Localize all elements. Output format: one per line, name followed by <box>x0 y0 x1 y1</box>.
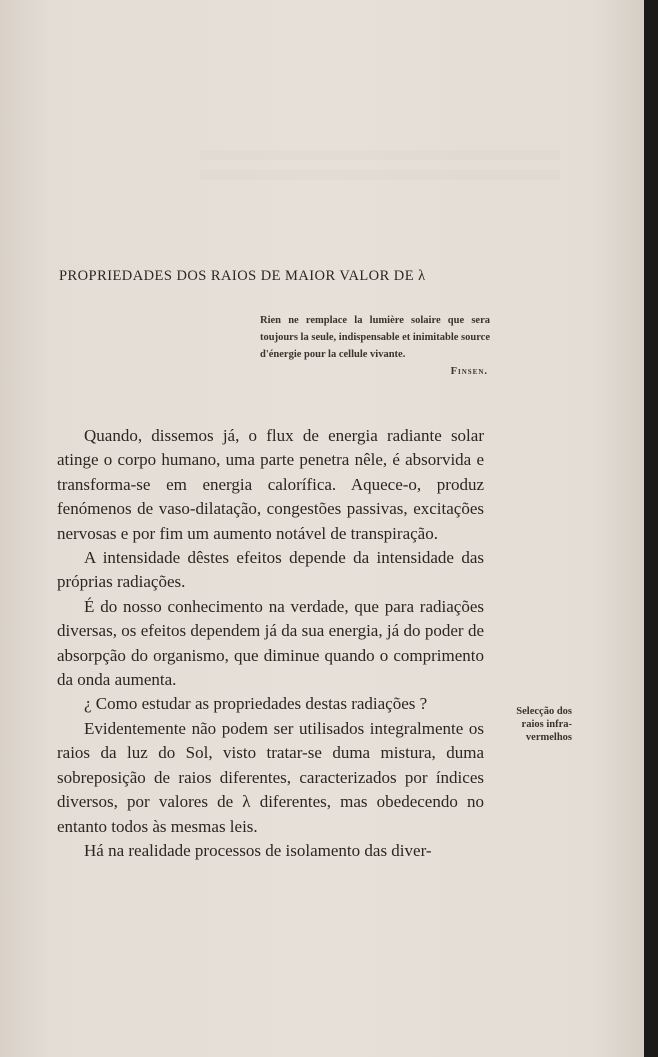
margin-note-line: vermelhos <box>525 732 572 743</box>
epigraph <box>260 312 490 380</box>
paragraph: A intensidade dêstes efeitos depende da intensidade das próprias radiações. <box>57 548 484 592</box>
epigraph-quote: Rien ne remplace la lumière solaire que sera toujours la seule, indispensable et inimitable source d'énergie pour la cellule vivante. <box>260 315 490 360</box>
body-text <box>57 424 484 863</box>
paragraph: Evidentemente não podem ser utilisados integralmente os raios da luz do Sol, visto tratar-se duma mistura, duma sobreposição de raios diferentes, caracterizados por índices diversos, por valores de λ diferentes, mas obedecendo no entanto todos às mesmas leis. <box>57 718 484 836</box>
paragraph: Há na realidade processos de isolamento das diver- <box>84 840 432 860</box>
margin-note-line: raios infra- <box>521 719 572 730</box>
paragraph: Quando, dissemos já, o flux de energia radiante solar atinge o corpo humano, uma parte penetra nêle, é absorvida e transforma-se em energia calorífica. Aquece-o, produz fenómenos de vaso-dilatação, congestões passivas, excitações nervosas e por fim um aumento notável de transpiração. <box>57 426 484 543</box>
paragraph: ¿ Como estudar as propriedades destas radiações ? <box>84 694 428 714</box>
margin-note <box>492 705 572 744</box>
chapter-heading: PROPRIEDADES DOS RAIOS DE MAIOR VALOR DE λ <box>59 268 426 284</box>
paragraph: É do nosso conhecimento na verdade, que para radiações diversas, os efeitos dependem já da sua energia, já do poder de absorpção do organismo, que diminue quando o comprimento da onda aumenta. <box>57 596 484 690</box>
show-through-text <box>200 150 560 190</box>
epigraph-author: Finsen. <box>450 366 488 377</box>
margin-note-line: Selecção dos <box>516 706 572 717</box>
